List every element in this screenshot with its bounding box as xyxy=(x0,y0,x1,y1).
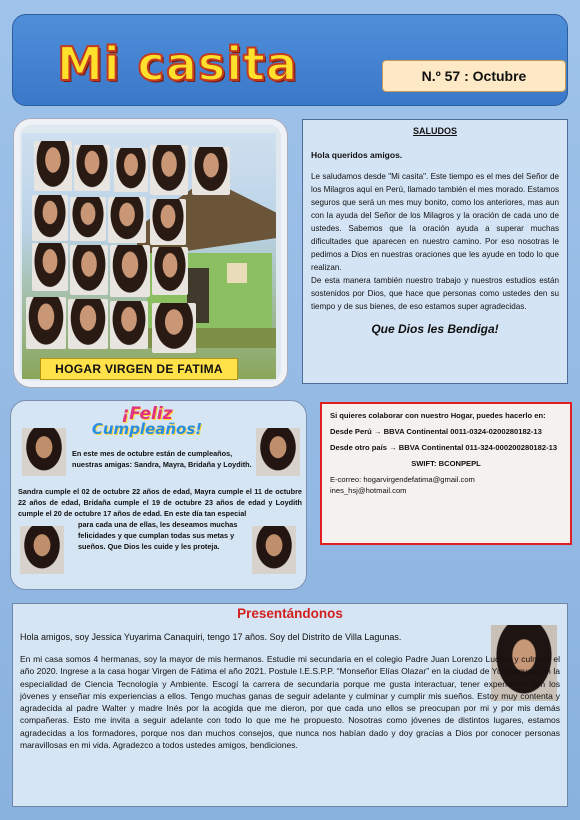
birthday-photo xyxy=(20,526,64,574)
presentation-intro: Hola amigos, soy Jessica Yuyarima Canaquiri, tengo 17 años. Soy del Distrito de Villa Lagunas. xyxy=(20,632,402,642)
portrait xyxy=(70,245,108,295)
portrait xyxy=(34,141,72,191)
portrait xyxy=(192,147,230,195)
greetings-signoff: Que Dios les Bendiga! xyxy=(371,322,499,336)
portrait xyxy=(70,197,106,241)
bank-peru: Desde Perú → BBVA Continental 0011-0324-0200280182-13 xyxy=(330,427,542,436)
portrait xyxy=(110,245,150,297)
portrait xyxy=(152,303,196,353)
collage-photo xyxy=(22,133,276,379)
greetings-salutation: Hola queridos amigos. xyxy=(311,150,403,160)
portrait xyxy=(32,195,68,241)
birthday-banner xyxy=(76,404,218,438)
issue-badge: N.º 57 : Octubre xyxy=(382,60,566,92)
email-primary[interactable]: E-correo: hogarvirgendefatima@gmail.com xyxy=(330,475,475,484)
portrait xyxy=(68,299,108,349)
portrait xyxy=(152,247,188,295)
greetings-body: Le saludamos desde "Mi casita". Este tiempo es el mes del Señor de los Milagros aquí en Perú, llamado también el mes morado. Estamos seguros que será un mes muy bonito, como los anteriores, mas aun con la ayuda del Señor de los Milagros y la oración de cada uno de ustedes. Sabemos que la oración ayuda a superar muchas dificultades que aparecen en nuestro camino. Por eso nosotras le pedimos a Dios en nuestras oraciones que les ayude en todo lo que realizan. xyxy=(311,172,559,272)
portrait xyxy=(110,301,148,349)
portrait xyxy=(150,145,188,195)
birthday-photo xyxy=(252,526,296,574)
collaborate-heading: Si quieres colaborar con nuestro Hogar, puedes hacerlo en: xyxy=(330,411,546,420)
birthday-intro: En este mes de octubre están de cumpleaños, nuestras amigas: Sandra, Mayra, Bridaña y Loydith. xyxy=(72,449,252,469)
newsletter-title: Mi casita xyxy=(57,37,299,91)
birthday-photo xyxy=(22,428,66,476)
portrait xyxy=(26,297,66,349)
presentation-body: En mi casa somos 4 hermanas, soy la mayor de mis hermanos. Estudie mi secundaria en el colegio Padre Juan Lorenzo Lucero y culminé el año 2020. Ingrese a la casa hogar Virgen de Fátima el año 2021. Postule I.E.S.P.P. “Monseñor Elías Olazar” en la ciudad de Yurimaguas, en la especialidad de Ciencia Tecnología y Ambiente. Escogí la carrera de secundaria porque me gusta interactuar, tener experiencia con los jóvenes y enseñar mis experiencias a ellos. Tengo muchas ganas de seguir adelante y culminar y cumplir mis sueños. Estoy muy contenta y agradecida al padre Walter y madre Inés por la acogida que me dieron, por que cada uno ellos se preocupan por mi y por mis demás compañeras. Esto me invita a seguir adelante con todo lo que me he propuesto. Nosotras como jóvenes de distintos lugares, estamos agradecidas a los formadores, porque nos dan muchos consejos, que nunca nos habían dado y doy gracias a Dios por conocer personas maravillosas en mi vida. Agradezco a todos ustedes amigos, bendiciones. xyxy=(20,654,560,751)
birthday-wishes: para cada una de ellas, les deseamos muchas felicidades y que cumplan todas sus metas y sueños. Que Dios les cuide y les proteja. xyxy=(78,520,238,551)
bank-abroad: Desde otro país → BBVA Continental 011-324-000200280182-13 xyxy=(330,443,558,452)
birthday-photo xyxy=(256,428,300,476)
greetings-box xyxy=(302,119,568,384)
portrait xyxy=(74,145,110,191)
email-secondary[interactable]: ines_hsj@hotmail.com xyxy=(330,486,407,495)
portrait xyxy=(114,148,148,192)
portrait xyxy=(32,243,68,291)
portrait xyxy=(108,197,146,243)
birthday-banner-line1: ¡Feliz xyxy=(121,404,173,424)
greetings-body-2: De esta manera también nuestro trabajo y nuestros estudios están sostenidos por Dios, que hace que personas como ustedes den su tiempo y de sus bienes, de eso estamos super agradecidas. xyxy=(311,276,559,311)
birthday-banner-line2: Cumpleaños! xyxy=(91,420,203,438)
header-banner xyxy=(12,14,568,106)
presentation-title: Presentándonos xyxy=(237,606,343,621)
photo-caption: HOGAR VIRGEN DE FATIMA xyxy=(40,358,238,380)
birthday-details: Sandra cumple el 02 de octubre 22 años de edad, Mayra cumple el 11 de octubre 22 años de edad, Bridaña cumple el 19 de octubre 23 años de edad y Loydith cumple el 20 de octubre 17 años de edad. En este día tan especial xyxy=(18,487,302,518)
collaborate-box xyxy=(320,402,572,545)
greetings-heading: SALUDOS xyxy=(412,126,457,136)
swift-code: SWIFT: BCONPEPL xyxy=(411,459,481,468)
portrait xyxy=(150,199,186,245)
